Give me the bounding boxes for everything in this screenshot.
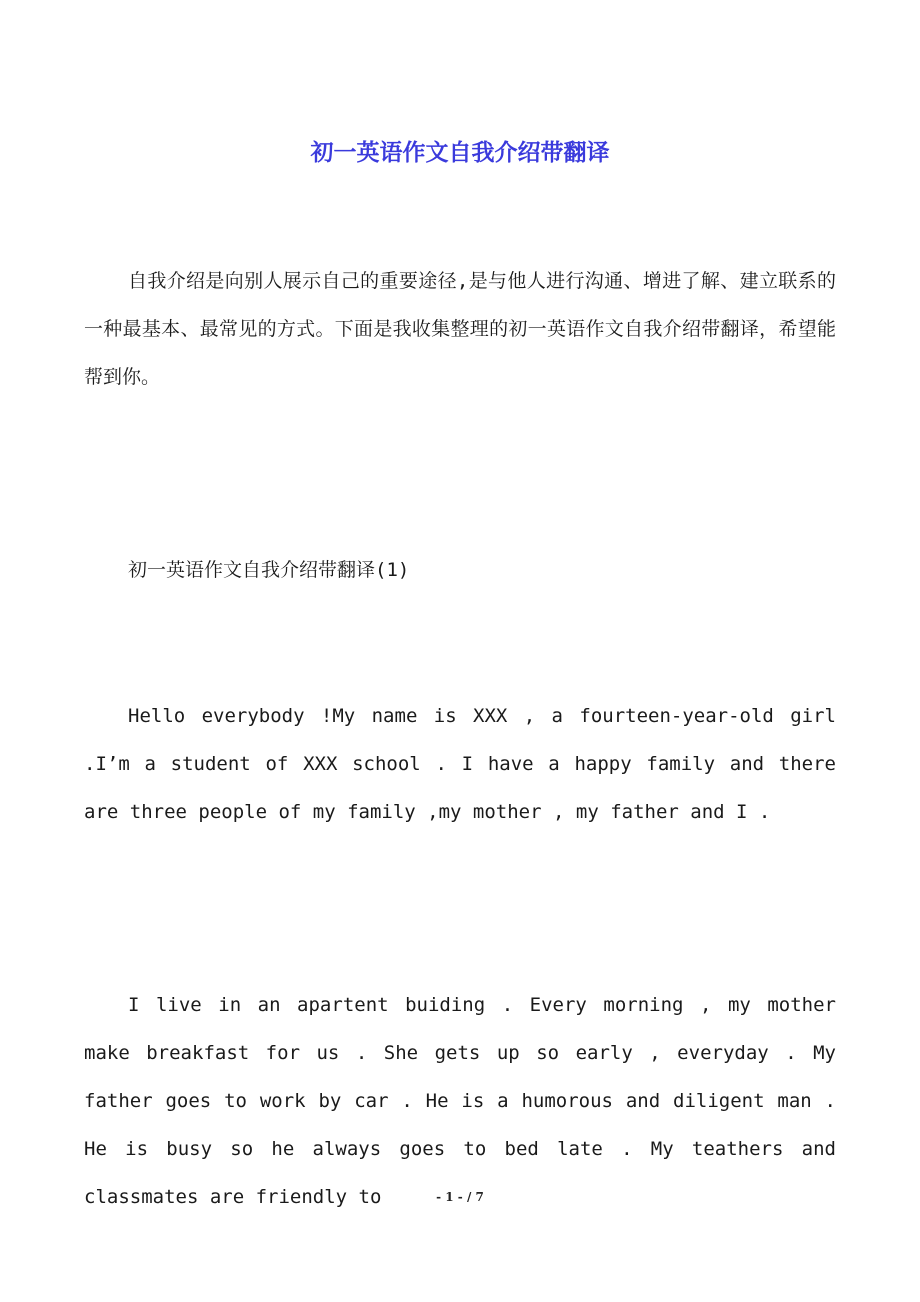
page-title: 初一英语作文自我介绍带翻译 (310, 140, 610, 167)
intro-paragraph: 自我介绍是向别人展示自己的重要途径,是与他人进行沟通、增进了解、建立联系的一种最基本、最常见的方式。下面是我收集整理的初一英语作文自我介绍带翻译，希望能帮到你。 (84, 270, 836, 388)
english-paragraph-2: I live in an apartent buiding . Every morning , my mother make breakfast for us . She gets up so early , everyday . My father goes to work by car . He is a humorous and diligent man . He is busy so he always goes to bed late . My teathers and classmates are friendly to (84, 994, 836, 1208)
english-paragraph-1: Hello everybody !My name is XXX , a fourteen-year-old girl .I’m a student of XXX school . I have a happy family and there are three people of my family ,my mother , my father and I . (84, 705, 836, 823)
section-heading: 初一英语作文自我介绍带翻译(1) (128, 559, 410, 581)
page-number-footer: - 1 - / 7 (436, 1190, 484, 1204)
